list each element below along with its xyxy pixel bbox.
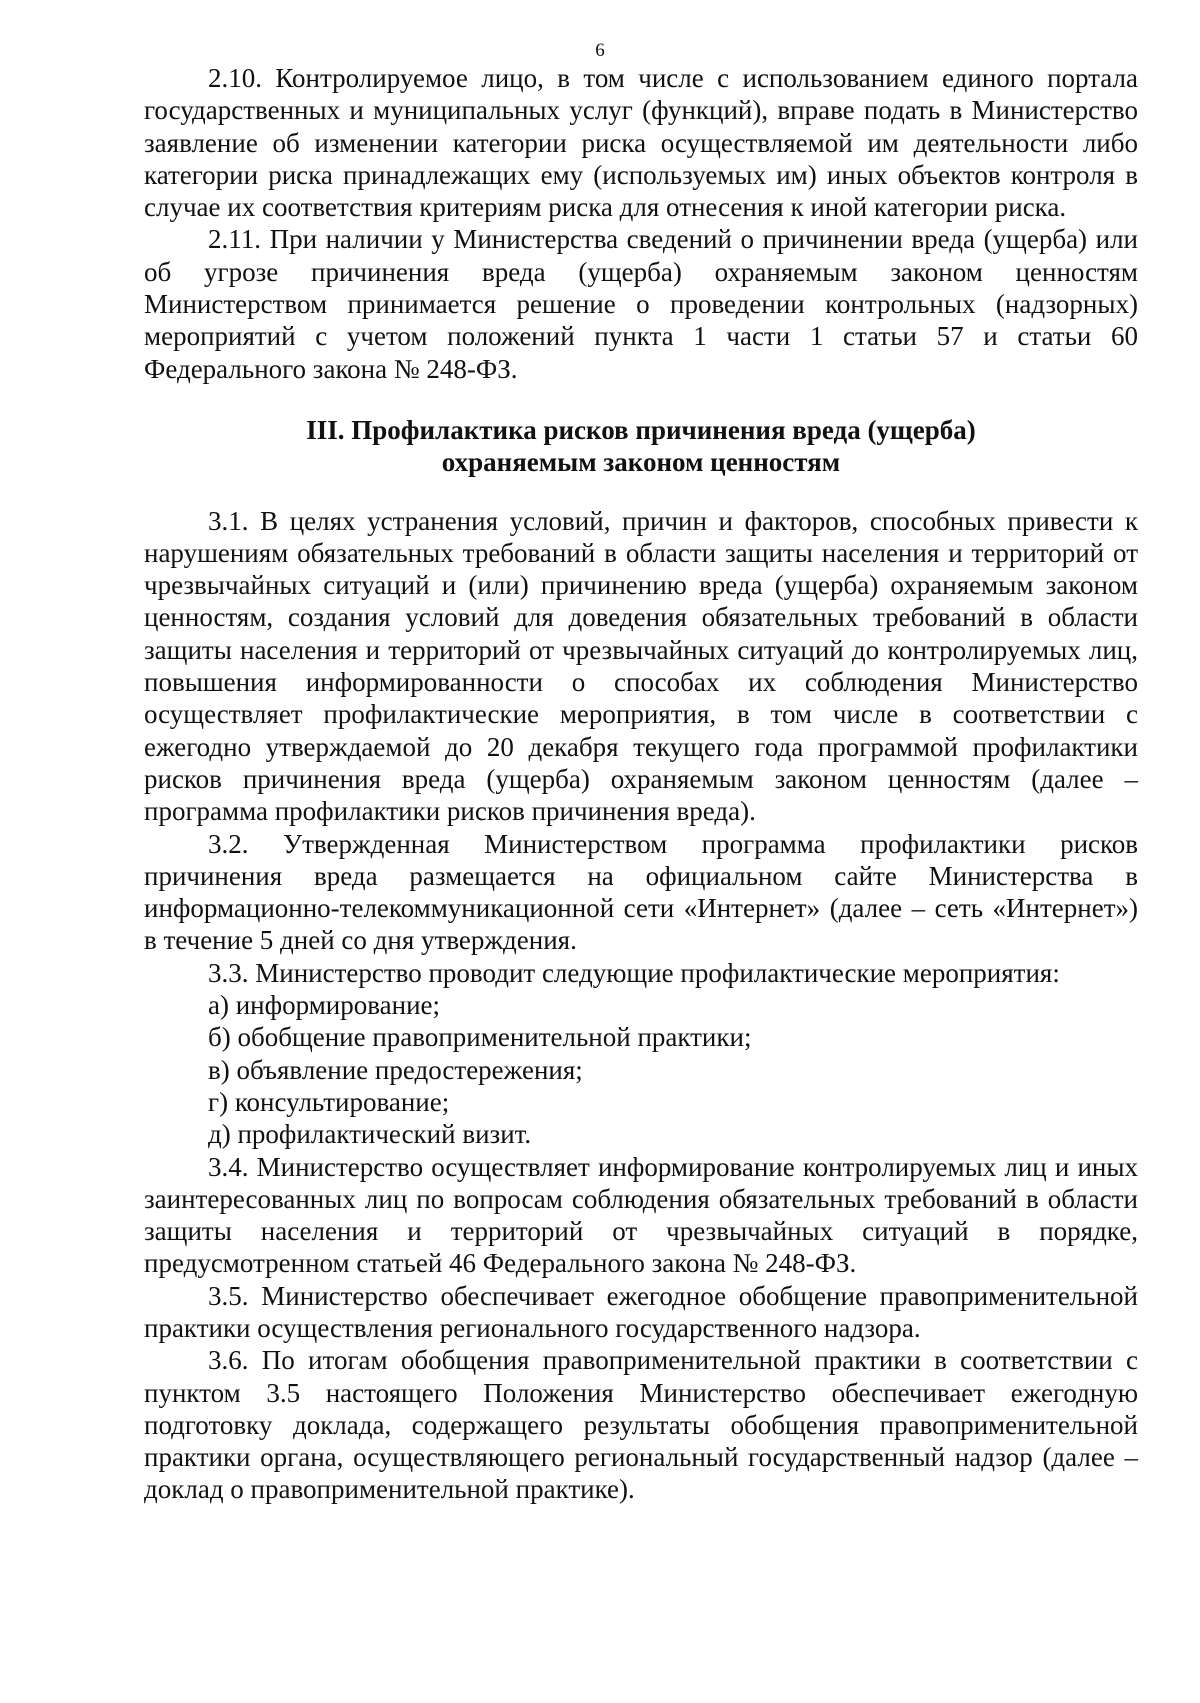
paragraph-2-11: 2.11. При наличии у Министерства сведений о причинении вреда (ущерба) или об угрозе причинения вреда (ущерба) охраняемым законом ценностям Министерством принимается решение о проведении контрольных (надзорных) мероприятий с учетом положений пункта 1 части 1 статьи 57 и статьи 60 Федерального закона № 248-ФЗ. — [144, 224, 1138, 384]
paragraph-3-4: 3.4. Министерство осуществляет информирование контролируемых лиц и иных заинтересованных лиц по вопросам соблюдения обязательных требований в области защиты населения и территорий от чрезвычайных ситуаций в порядке, предусмотренном статьей 46 Федерального закона № 248-ФЗ. — [144, 1151, 1138, 1279]
section-heading — [144, 414, 1138, 479]
paragraph-2-10: 2.10. Контролируемое лицо, в том числе с использованием единого портала государственных и муниципальных услуг (функций), вправе подать в Министерство заявление об изменении категории риска осуществляемой им деятельности либо категории риска принадлежащих ему (используемых им) иных объектов контроля в случае их соответствия критериям риска для отнесения к иной категории риска. — [144, 63, 1138, 223]
list-item: г) консультирование; — [208, 1086, 450, 1117]
list-item: б) обобщение правоприменительной практики; — [208, 1022, 752, 1053]
paragraph-3-1: 3.1. В целях устранения условий, причин и факторов, способных привести к нарушениям обязательных требований в области защиты населения и территорий от чрезвычайных ситуаций и (или) причинению вреда (ущерба) охраняемым законом ценностям, создания условий для доведения обязательных требований в области защиты населения и территорий от чрезвычайных ситуаций до контролируемых лиц, повышения информированности о способах их соблюдения Министерство осуществляет профилактические мероприятия, в том числе в соответствии с ежегодно утверждаемой до 20 декабря текущего года программой профилактики рисков причинения вреда (ущерба) охраняемым законом ценностям (далее – программа профилактики рисков причинения вреда). — [144, 505, 1138, 827]
paragraph-3-2: 3.2. Утвержденная Министерством программа профилактики рисков причинения вреда размещается на официальном сайте Министерства в информационно-телекоммуникационной сети «Интернет» (далее – сеть «Интернет») в течение 5 дней со дня утверждения. — [144, 828, 1138, 956]
page-number: 6 — [595, 40, 605, 61]
list-item: а) информирование; — [208, 990, 441, 1021]
paragraph-3-6: 3.6. По итогам обобщения правоприменительной практики в соответствии с пунктом 3.5 настоящего Положения Министерство обеспечивает ежегодную подготовку доклада, содержащего результаты обобщения правоприменительной практики органа, осуществляющего региональный государственный надзор (далее – доклад о правоприменительной практике). — [144, 1345, 1138, 1505]
list-item: в) объявление предостережения; — [208, 1054, 583, 1085]
list-item: д) профилактический визит. — [208, 1119, 532, 1150]
section-heading-line-1: III. Профилактика рисков причинения вреда (ущерба) — [306, 414, 976, 445]
paragraph-3-3: 3.3. Министерство проводит следующие профилактические мероприятия: — [208, 957, 1060, 988]
document-body — [144, 62, 1138, 1506]
section-heading-line-2: охраняемым законом ценностям — [441, 447, 841, 478]
paragraph-3-5: 3.5. Министерство обеспечивает ежегодное обобщение правоприменительной практики осуществления регионального государственного надзора. — [144, 1280, 1138, 1343]
